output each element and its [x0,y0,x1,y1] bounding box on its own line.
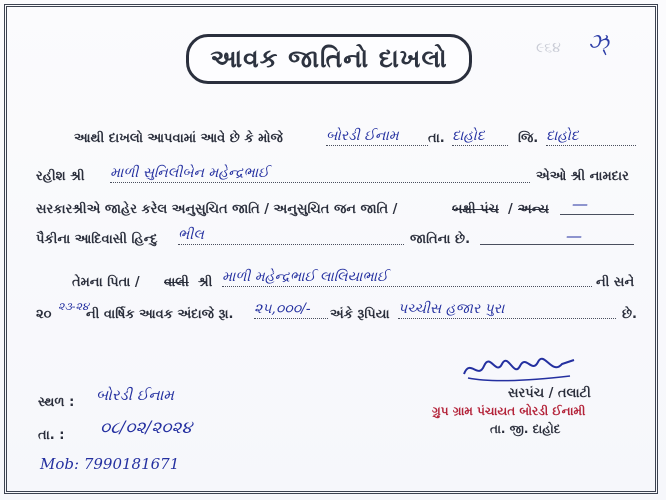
line3-dash: — [572,194,588,213]
line5-prefix2: શ્રી [198,275,213,290]
caste-field: ભીલ [178,226,404,245]
title-box [186,34,472,84]
line4-prefix: પૈકીના આદિવાસી હિન્દુ [36,232,158,247]
line1-prefix: આથી દાખલો આપવામાં આવે છે કે મોજે [74,131,283,146]
document-title: આવક જાતિનો દાખલો [210,44,448,73]
district-field: દાહોદ [546,127,636,146]
name-field: માળી સુનિલીબેન મહેન્દ્રભાઈ [110,164,530,183]
line4-suffix: જાતિના છે. [410,232,471,247]
struck-vali: વાલી [164,275,189,290]
line5-suffix: ની સને [596,275,635,290]
struck-bakshi-panch: બક્ષી પંચ [452,202,499,217]
amount-words-field: પચ્ચીસ હજાર પુરા [398,300,616,319]
signature-image [458,352,578,386]
faint-mark: ૯૬૪ [536,40,561,56]
district-label: જિ. [518,131,539,146]
date-field: ૦૮/૦૨/૨૦૨૪ [100,418,192,438]
line6-text-a: ની વાર્ષિક આવક અંદાજે રૂા. [86,307,234,322]
line3-text: સરકારશ્રીએ જાહેર કરેલ અનુસુચિત જાતિ / અનુસુચિત જન જાતિ / [36,202,398,217]
sign-title: સરપંચ / તલાટી [508,386,591,401]
taluka-label: તા. [428,131,445,146]
amount-field: ૨૫,૦૦૦/- [254,300,328,319]
line4-dash: — [566,226,582,245]
line3-sep: / [508,202,513,217]
line4-blank [480,234,634,245]
year-prefix: ૨૦ [36,307,52,322]
line6-text-b: અંકે રૂપિયા [330,307,390,322]
line2-prefix: રહીશ શ્રી [36,169,85,184]
taluka-field: દાહોદ [452,127,508,146]
mobile-number: Mob: 7990181671 [40,455,180,473]
struck-anya: અન્ય [518,202,549,217]
seal-line1: ગ્રુપ ગ્રામ પંચાયત બોરડી ઈનામી [432,404,586,418]
line3-blank [560,204,634,215]
year-field: ૨૩-૨૪ [58,300,89,313]
place-field: બોરડી ઈનામ [96,386,174,404]
line6-suffix: છે. [622,307,637,322]
village-field: બોરડી ઈનામ [326,127,428,146]
date-label: તા. : [38,428,65,443]
father-name-field: માળી મહેન્દ્રભાઈ લાલિયાભાઈ [222,268,592,287]
line5-prefix: તેમના પિતા / [72,275,140,290]
line2-suffix: એઓ શ્રી નામદાર [536,169,629,184]
place-label: સ્થળ : [38,395,75,410]
seal-line2: તા. જી. દાહોદ [490,422,561,436]
corner-handwritten-mark: ઝ્ [588,30,609,55]
